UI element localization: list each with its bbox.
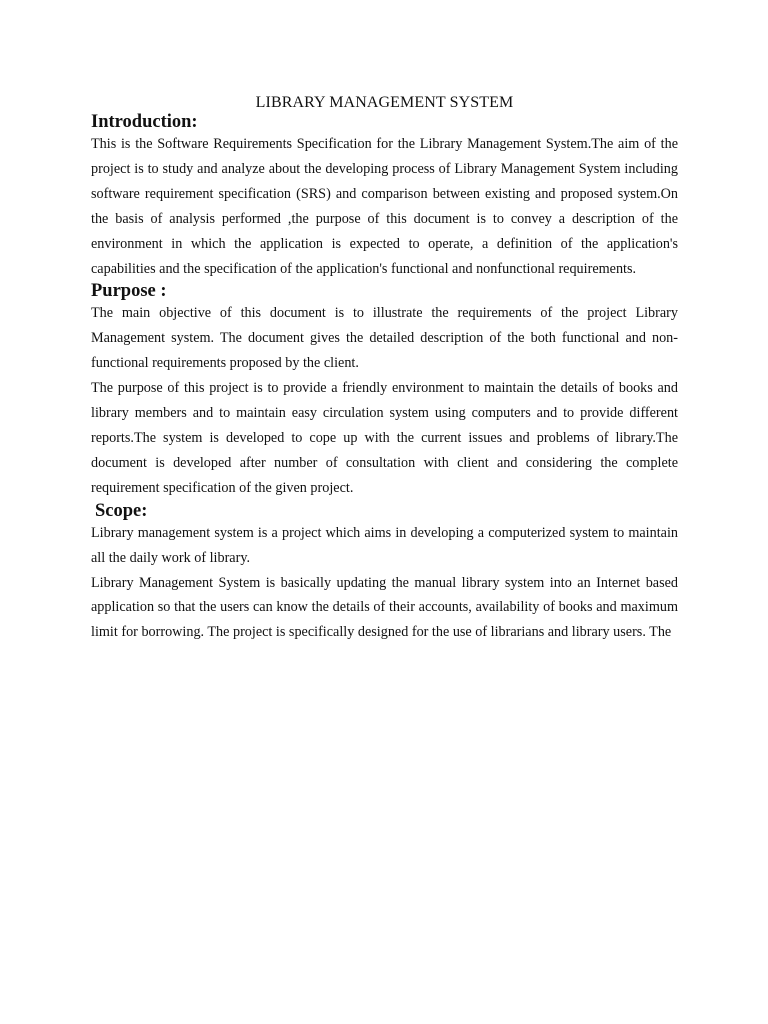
introduction-heading: Introduction: xyxy=(91,112,198,132)
document-title: LIBRARY MANAGEMENT SYSTEM xyxy=(255,94,514,111)
scope-heading: Scope: xyxy=(95,500,148,521)
purpose-paragraph-1: The main objective of this document is to illustrate the requirements of the project Library Management system. The document gives the detailed description of the both functional and non-functional requirements proposed by the client. xyxy=(91,305,678,372)
introduction-paragraph: This is the Software Requirements Specification for the Library Management System.The aim of the project is to study and analyze about the developing process of Library Management System including software requirement specification (SRS) and comparison between existing and proposed system.On the basis of analysis performed ,the purpose of this document is to convey a description of the environment in which the application is expected to operate, a definition of the application's capabilities and the specification of the application's functional and nonfunctional requirements. xyxy=(91,136,678,277)
purpose-paragraph-2: The purpose of this project is to provide a friendly environment to maintain the details of books and library members and to maintain easy circulation system using computers and to provide different reports.The system is developed to cope up with the current issues and problems of library.The document is developed after number of consultation with client and considering the complete requirement specification of the given project. xyxy=(91,380,678,496)
purpose-heading: Purpose : xyxy=(91,281,167,302)
scope-paragraph-1: Library management system is a project which aims in developing a computerized system to maintain all the daily work of library. xyxy=(91,524,678,566)
scope-paragraph-2: Library Management System is basically updating the manual library system into an Internet based application so that the users can know the details of their accounts, availability of books and maximum limit for borrowing. The project is specifically designed for the use of librarians and library users. The xyxy=(91,574,678,641)
